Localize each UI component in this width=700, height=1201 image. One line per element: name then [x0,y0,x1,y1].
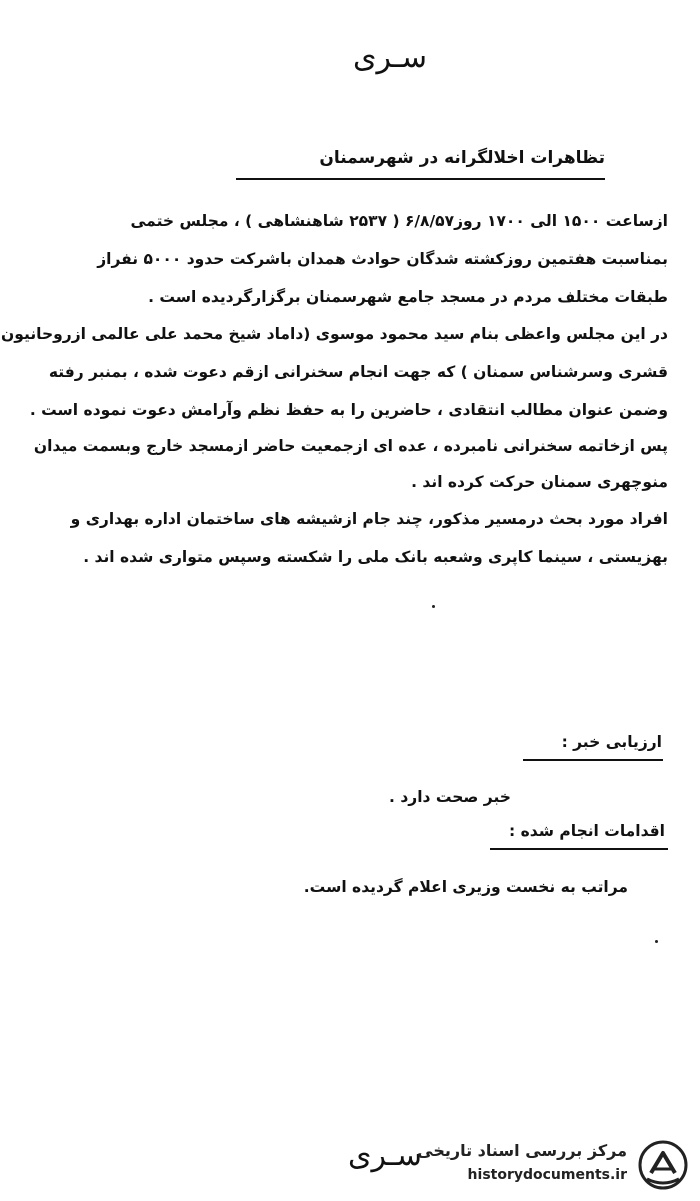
classification-stamp-bottom: سـری [348,1138,422,1173]
paragraph-2-line-3: وضمن عنوان مطالب انتقادی ، حاضرین را به حفظ نظم وآرامش دعوت نموده است . [29,401,668,419]
actions-underline [490,848,668,850]
paragraph-3-line-2: منوچهری سمنان حرکت کرده اند . [411,473,668,491]
watermark-name: مرکز بررسی اسناد تاریخی [417,1141,627,1160]
archive-logo-icon [637,1139,689,1191]
ink-speck [655,940,658,943]
paragraph-4-line-2: بهزیستی ، سینما کاپری وشعبه بانک ملی را شکسته وسپس متواری شده اند . [83,548,668,566]
actions-value: مراتب به نخست وزیری اعلام گردیده است. [303,878,628,896]
paragraph-2-line-2: قشری وسرشناس سمنان ) که جهت انجام سخنرانی ازقم دعوت شده ، بمنبر رفته [48,363,668,381]
assessment-underline [523,759,663,761]
assessment-label: ارزیابی خبر : [561,733,662,751]
ink-speck [432,605,435,608]
paragraph-1-line-1: ازساعت ۱۵۰۰ الی ۱۷۰۰ روز۶/۸/۵۷ ( ۲۵۳۷ شاهنشاهی ) ، مجلس ختمی [130,212,668,230]
paragraph-2-line-1: در این مجلس واعظی بنام سید محمود موسوی (داماد شیخ محمد علی عالمی ازروحانیون [1,325,668,343]
actions-label: اقدامات انجام شده : [509,822,665,840]
classification-stamp-top: سـری [353,40,427,75]
paragraph-4-line-1: افراد مورد بحث درمسیر مذکور، چند جام ازشیشه های ساختمان اداره بهداری و [70,510,668,528]
watermark-url: historydocuments.ir [467,1167,627,1183]
paragraph-1-line-3: طبقات مختلف مردم در مسجد جامع شهرسمنان برگزارگردیده است . [148,288,668,306]
archive-watermark [417,1135,695,1195]
title-underline [236,178,605,180]
assessment-value: خبر صحت دارد . [389,788,511,806]
paragraph-3-line-1: پس ازخاتمه سخنرانی نامبرده ، عده ای ازجمعیت حاضر ازمسجد خارج وبسمت میدان [33,437,668,455]
paragraph-1-line-2: بمناسبت هفتمین روزکشته شدگان حوادث همدان باشرکت حدود ۵۰۰۰ نفراز [97,250,668,268]
document-title: تظاهرات اخلالگرانه در شهرسمنان [319,148,605,168]
